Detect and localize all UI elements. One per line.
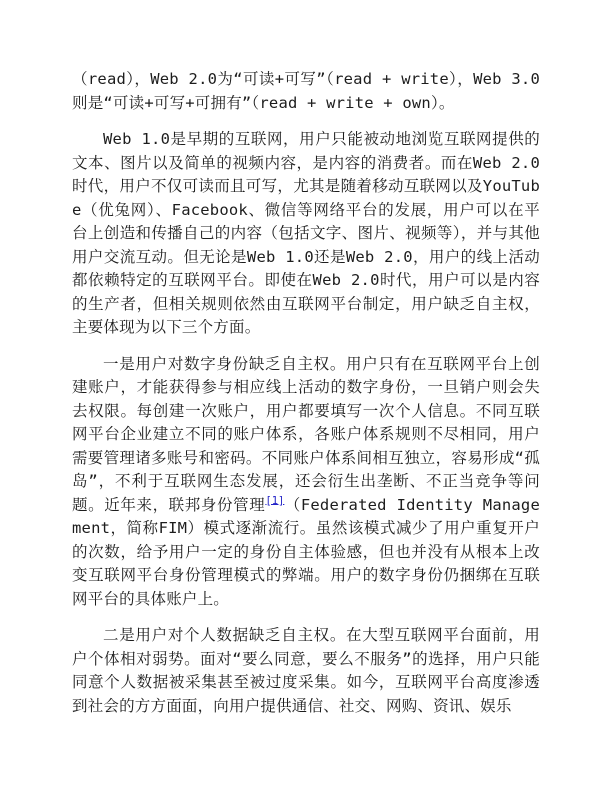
page-body [72,68,540,718]
footnote-ref-1-link[interactable]: [1] [265,494,285,507]
paragraph-web-eras: Web 1.0是早期的互联网，用户只能被动地浏览互联网提供的文本、图片以及简单的视频内容，是内容的消费者。而在Web 2.0时代，用户不仅可读而且可写，尤其是随着移动互联网以及YouTube（优兔网）、Facebook、微信等网络平台的发展，用户可以在平台上创造和传播自己的内容（包括文字、图片、视频等），并与其他用户交流互动。但无论是Web 1.0还是Web 2.0，用户的线上活动都依赖特定的互联网平台。即使在Web 2.0时代，用户可以是内容的生产者，但相关规则依然由互联网平台制定，用户缺乏自主权，主要体现为以下三个方面。 [72,130,540,336]
paragraph-digital-identity-post: （Federated Identity Management，简称FIM）模式逐渐流行。虽然该模式减少了用户重复开户的次数，给予用户一定的身份自主体验感，但也并没有从根本上改变互联网平台身份管理模式的弊端。用户的数字身份仍捆绑在互联网平台的具体账户上。 [72,495,540,608]
paragraph-digital-identity [72,353,540,612]
paragraph-personal-data: 二是用户对个人数据缺乏自主权。在大型互联网平台面前，用户个体相对弱势。面对“要么同意，要么不服务”的选择，用户只能同意个人数据被采集甚至被过度采集。如今，互联网平台高度渗透到社会的方方面面，向用户提供通信、社交、网购、资讯、娱乐 [72,626,540,715]
paragraph-digital-identity-pre: 一是用户对数字身份缺乏自主权。用户只有在互联网平台上创建账户，才能获得参与相应线上活动的数字身份，一旦销户则会失去权限。每创建一次账户，用户都要填写一次个人信息。不同互联网平台企业建立不同的账户体系，各账户体系规则不尽相同，用户需要管理诸多账号和密码。不同账户体系间相互独立，容易形成“孤岛”，不利于互联网生态发展，还会衍生出垄断、不正当竞争等问题。近年来，联邦身份管理 [72,354,540,514]
paragraph-continuation: （read），Web 2.0为“可读+可写”（read + write），Web 3.0则是“可读+可写+可拥有”（read + write + own）。 [72,70,540,112]
